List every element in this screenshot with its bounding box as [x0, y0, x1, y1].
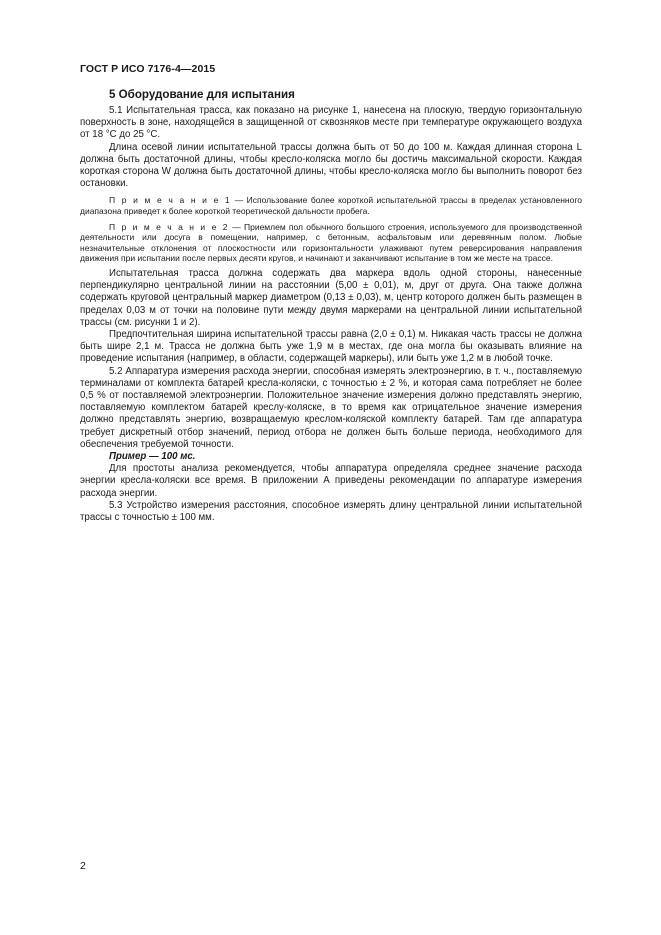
note-2-label: П р и м е ч а н и е 2 [109, 221, 230, 232]
paragraph-5-1: 5.1 Испытательная трасса, как показано на рисунке 1, нанесена на плоскую, твердую горизонтальную поверхность в зоне, находящейся в защищенной от сквозняков месте при температуре окружающего воздуха от 18 °С до 25 °С. [80, 105, 582, 141]
note-2-text: — Приемлем пол обычного большого строения, используемого для производственной деятельности или досуга в помещении, например, с бетонным, асфальтовым или деревянным полом. Любые незначительные отклонения от плоскостности или горизонтальности улаживают путем реверсирования направления движения при испытании после первых десяти кругов, и начинают и заканчивают испытание в том же месте на трассе. [80, 221, 582, 264]
note-1-text: — Использование более короткой испытательной трассы в пределах установленного диапазона приведет к более короткой теоретической дальности пробега. [80, 195, 582, 217]
page-number: 2 [80, 860, 86, 872]
paragraph-track-length: Длина осевой линии испытательной трассы должна быть от 50 до 100 м. Каждая длинная сторона L должна быть достаточной длины, чтобы кресло-коляска могло бы достичь максимальной скорости. Каждая короткая сторона W должна быть достаточной длины, чтобы кресло-коляска могло бы выполнить поворот без остановки. [80, 141, 582, 190]
paragraph-5-2: 5.2 Аппаратура измерения расхода энергии, способная измерять электроэнергию, в т. ч., поставляемую терминалами от комплекта батарей кресла-коляски, с точностью ± 2 %, и которая сама потребляет не более 0,5 % от поставляемой электроэнергии. Положительное значение измерения должно представлять энергию, поставляемую комплектом батарей креслу-коляске, в то время как отрицательное значение измерения должно представлять энергию, возвращаемую креслом-коляской комплекту батарей. Там где аппаратура требует дискретный отбор значений, период отбора не должен быть больше периода, необходимого для обеспечения требуемой точности. [80, 365, 582, 450]
page-content [80, 88, 582, 524]
paragraph-analysis: Для простоты анализа рекомендуется, чтобы аппаратура определяла среднее значение расхода энергии кресла-коляски все время. В приложении А приведены рекомендации по аппаратуре измерения расхода энергии. [80, 463, 582, 499]
section-title: 5 Оборудование для испытания [109, 88, 295, 101]
paragraph-5-3: 5.3 Устройство измерения расстояния, способное измерять длину центральной линии испытательной трассы с точностью ± 100 мм. [80, 499, 582, 524]
note-1 [80, 195, 582, 216]
note-2 [80, 222, 582, 264]
document-header: ГОСТ Р ИСО 7176-4—2015 [80, 63, 216, 75]
paragraph-track-width: Предпочтительная ширина испытательной трассы равна (2,0 ± 0,1) м. Никакая часть трассы не должна быть шире 2,1 м. Трасса не должна быть уже 1,9 м в местах, где она могла бы оказывать влияние на проведение испытания (например, в области, содержащей маркеры), или быть уже 1,2 м в любой точке. [80, 329, 582, 365]
paragraph-markers: Испытательная трасса должна содержать два маркера вдоль одной стороны, нанесенные перпендикулярно центральной линии на расстоянии (5,00 ± 0,01), м, друг от друга. Она также должна содержать круговой центральный маркер диаметром (0,13 ± 0,03), м, центр которого должен быть размещен в пределах 0,03 м от точки на половине пути между двумя маркерами на центральной линии испытательной трассы (см. рисунки 1 и 2). [80, 267, 582, 328]
note-1-label: П р и м е ч а н и е 1 [109, 195, 232, 206]
example-line: Пример — 100 мс. [109, 451, 196, 463]
